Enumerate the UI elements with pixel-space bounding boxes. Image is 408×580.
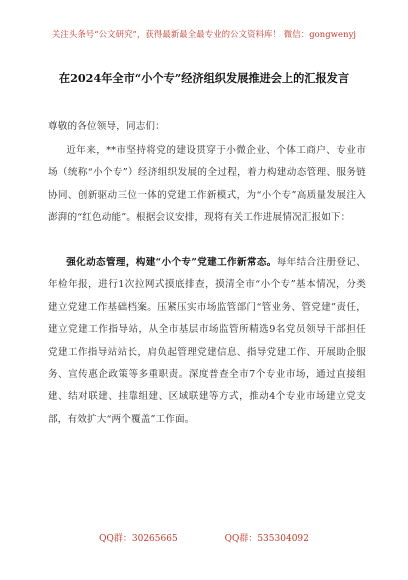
salutation: 尊敬的各位领导，同志们： bbox=[48, 121, 165, 132]
footer bbox=[0, 531, 408, 544]
paragraph-body: 每年结合注册登记、年检年报，进行1次拉网式摸底排查，摸清全市“小个专”基本情况，分类建立党建工作基础档案。压紧压实市场监管部门“管业务、管党建”责任，建立党建工作指导站，从全市基层市场监管所精选9名党员领导干部担任党建工作指导站站长，肩负起管理党建信息、指导党建工作、开展助企服务、宣传惠企政策等多重职责。深度普查全市7个专业市场，通过直接组建、结对联建、挂靠组建、区域联建等方式，推动4个专业市场建立党支部，有效扩大“两个覆盖”工作面。 bbox=[48, 257, 366, 425]
header-banner: 关注头条号“公文研究”，获得最新最全最专业的公文资料库！ 微信：gongwenyj bbox=[51, 29, 357, 39]
paragraph-dynamic-management bbox=[48, 252, 366, 431]
qq-group-1: QQ群：30265665 bbox=[99, 534, 178, 544]
qq-group-2: QQ群：535304092 bbox=[224, 534, 309, 544]
paragraph-intro: 近年来，**市坚持将党的建设贯穿于小微企业、个体工商户、专业市场（统称“小个专”）经济组织发展的全过程，着力构建动态管理、服务链协同、创新驱动三位一体的党建工作新模式，为“小个专”高质量发展注入澎湃的“红色动能”。根据会议安排，现将有关工作进展情况汇报如下： bbox=[48, 145, 366, 224]
paragraph-lead-heading: 强化动态管理，构建“小个专”党建工作新常态。 bbox=[66, 257, 277, 268]
document-title: 在2024年全市“小个专”经济组织发展推进会上的汇报发言 bbox=[58, 71, 350, 85]
